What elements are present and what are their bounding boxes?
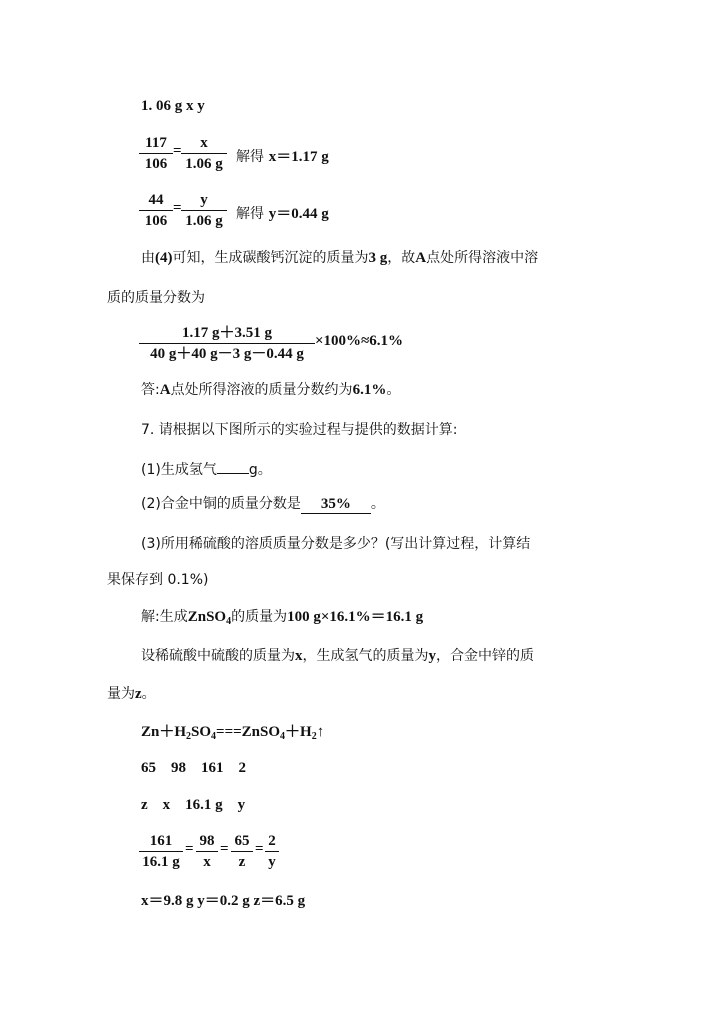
text: 解:生成 (141, 609, 188, 625)
text: 答: (141, 382, 160, 398)
paragraph-line-1 (141, 247, 538, 267)
text: z (135, 686, 142, 702)
text: A (415, 250, 427, 266)
fraction-x-1-06g (181, 133, 227, 174)
big-fraction (139, 323, 315, 364)
final-results: x＝9.8 g y＝0.2 g z＝6.5 g (141, 893, 306, 909)
denominator: 106 (144, 156, 168, 172)
subscript: 4 (211, 731, 217, 742)
equals-sign: = (220, 841, 229, 857)
text: g。 (248, 462, 272, 478)
text: 由 (141, 250, 155, 266)
denominator: 1.06 g (185, 156, 223, 172)
molar-mass-line: 65 98 161 2 (141, 760, 246, 776)
fraction-2-y (265, 831, 279, 872)
text: 。 (141, 686, 156, 702)
solution-label: 解得 (236, 206, 264, 222)
text: ZnSO (187, 609, 227, 625)
variable-line: z x 16.1 g y (141, 797, 246, 813)
numerator: 161 (149, 833, 173, 849)
equals-sign: = (173, 143, 182, 159)
subscript: 4 (226, 616, 232, 627)
text: 设稀硫酸中硫酸的质量为 (141, 648, 295, 664)
reaction-equation (141, 720, 324, 742)
answer-line (141, 379, 400, 399)
text: 。 (386, 382, 401, 398)
solution-label: 解得 (236, 149, 264, 165)
text: SO (191, 724, 212, 740)
text: ===ZnSO (216, 724, 281, 740)
text: 点处所得溶液的质量分数约为 (170, 382, 353, 398)
text: (1)生成氢气 (141, 462, 217, 478)
solution-line-1 (141, 605, 423, 627)
subscript: 2 (311, 731, 317, 742)
numerator: 117 (145, 135, 167, 151)
text: 6.1% (352, 382, 387, 398)
text: ＋H (285, 724, 312, 740)
denominator: 16.1 g (142, 854, 180, 870)
answer-blank (217, 473, 249, 474)
question-7-part-2 (141, 493, 385, 514)
text: 量为 (107, 686, 135, 702)
fraction-98-x (196, 831, 218, 872)
numerator: 2 (268, 833, 276, 849)
text: (2)合金中铜的质量分数是 (141, 496, 301, 512)
text: 点处所得溶液中溶 (426, 250, 539, 266)
numerator: 44 (148, 192, 164, 208)
numerator: 1.17 g＋3.51 g (181, 325, 272, 341)
subscript: 4 (280, 731, 286, 742)
numerator: y (200, 192, 208, 208)
mass-line: 1. 06 g x y (141, 98, 205, 114)
denominator: 106 (144, 213, 168, 229)
numerator: 98 (199, 833, 215, 849)
solution-line-3 (107, 683, 156, 703)
denominator: x (203, 854, 211, 870)
text: 可知，生成碳酸钙沉淀的质量为 (172, 250, 369, 266)
fraction-44-106 (139, 190, 173, 231)
text: y (428, 648, 436, 664)
text: 3 g (368, 250, 388, 266)
solution-line-2 (141, 645, 534, 665)
text: x (295, 648, 303, 664)
text: ，生成氢气的质量为 (302, 648, 429, 664)
fraction-161-16-1g (139, 831, 183, 872)
denominator: z (238, 854, 246, 870)
equals-sign: = (255, 841, 264, 857)
text: ，故 (387, 250, 416, 266)
question-7-part-3: (3)所用稀硫酸的溶质质量分数是多少？(写出计算过程，计算结 (141, 536, 531, 552)
text: Zn＋H (141, 724, 187, 740)
equals-sign: = (185, 841, 194, 857)
question-7-part-1 (141, 459, 272, 479)
subscript: 2 (186, 731, 192, 742)
text: 100 g×16.1%＝16.1 g (287, 609, 424, 625)
denominator: y (268, 854, 276, 870)
solution-value: x＝1.17 g (268, 149, 329, 165)
solution-value: y＝0.44 g (268, 206, 329, 222)
fraction-65-z (231, 831, 253, 872)
answer-blank: 35% (301, 496, 371, 514)
denominator: 1.06 g (185, 213, 223, 229)
text: 。 (370, 496, 385, 512)
paragraph-line-2: 质的质量分数为 (107, 290, 205, 306)
fraction-y-1-06g (181, 190, 227, 231)
text: ，合金中锌的质 (436, 648, 534, 664)
question-7: 7. 请根据以下图所示的实验过程与提供的数据计算: (141, 422, 458, 438)
text: A (159, 382, 171, 398)
equals-sign: = (173, 200, 182, 216)
percentage-result: ×100%≈6.1% (315, 333, 404, 349)
numerator: 65 (234, 833, 250, 849)
text: ↑ (316, 724, 325, 740)
denominator: 40 g＋40 g－3 g－0.44 g (150, 346, 304, 362)
question-7-part-3-cont: 果保存到 0.1%) (107, 572, 209, 588)
numerator: x (200, 135, 208, 151)
text: (4) (155, 250, 173, 266)
text: 的质量为 (231, 609, 288, 625)
fraction-117-106 (139, 133, 173, 174)
